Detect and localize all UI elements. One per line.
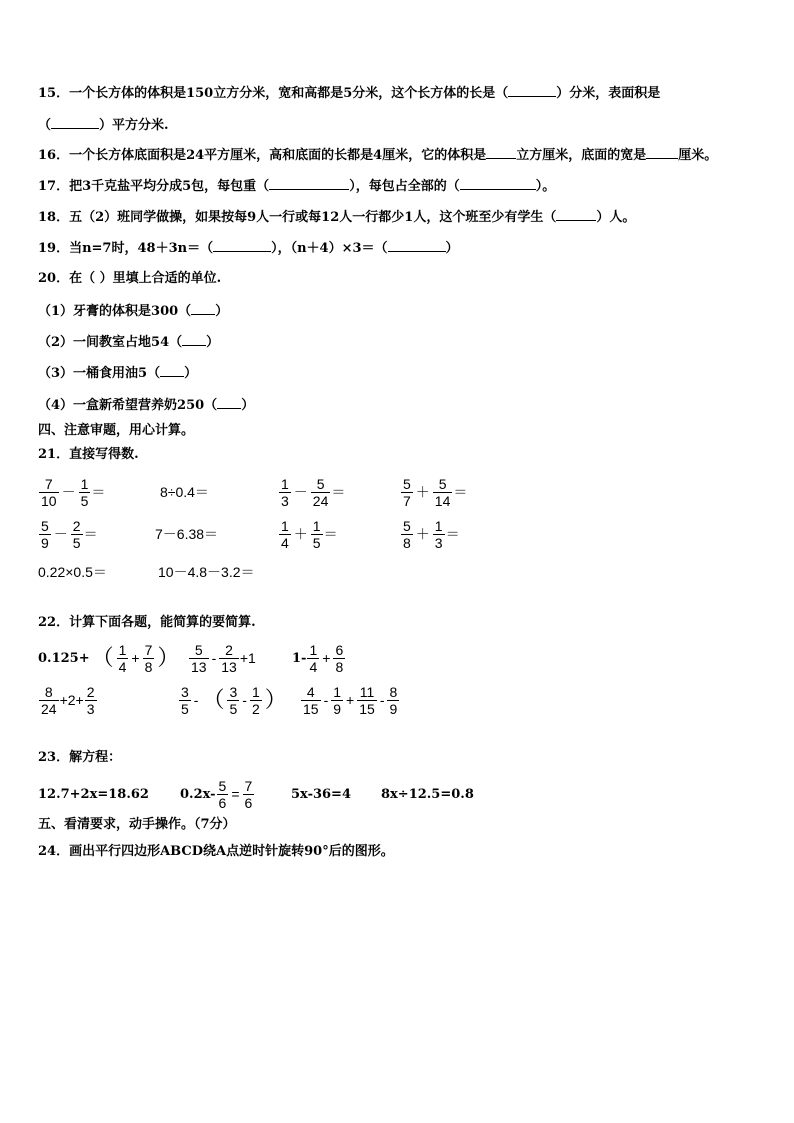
- denominator: 9: [389, 700, 398, 717]
- fraction: [39, 476, 59, 509]
- numerator: 11: [359, 683, 375, 700]
- question-16: 16．一个长方体底面积是24平方厘米，高和底面的长都是4厘米，它的体积是 立方厘米，底面的宽是 厘米。: [38, 148, 718, 163]
- expr-21-2: 8÷0.4＝: [160, 484, 209, 500]
- fraction: [433, 518, 445, 551]
- equation-4: 8x÷12.5=0.8: [381, 786, 474, 802]
- numerator: 5: [41, 517, 49, 534]
- denominator: 8: [335, 658, 344, 675]
- numerator: 5: [403, 517, 411, 534]
- denominator: 2: [251, 700, 260, 717]
- question-20-item-4: （4）一盒新希望营养奶250（ ）: [38, 398, 255, 413]
- answer-blank[interactable]: [191, 302, 215, 315]
- numerator: 4: [306, 683, 315, 700]
- numerator: 7: [44, 475, 53, 492]
- expr-21-4: $\frac{5}{7}$ ＋ $\frac{5}{14}$ ＝: [403, 475, 468, 509]
- calc-row-1: [38, 472, 758, 512]
- fraction: [333, 642, 345, 675]
- answer-blank[interactable]: [213, 239, 271, 252]
- question-17: 17．把3千克盐平均分成5包，每包重（ ），每包占全部的（ ）。: [38, 179, 556, 194]
- fraction: [39, 684, 59, 717]
- numerator: 1: [281, 517, 289, 534]
- numerator: 5: [438, 475, 447, 492]
- fraction: [39, 518, 51, 551]
- numerator: 7: [244, 777, 253, 794]
- numerator: 3: [181, 683, 189, 700]
- question-24: 24．画出平行四边形ABCD绕A点逆时针旋转90°后的图形。: [38, 844, 394, 859]
- expr-21-10: 10－4.8－3.2＝: [158, 564, 255, 580]
- denominator: 5: [80, 492, 89, 509]
- numerator: 8: [389, 683, 398, 700]
- numerator: 5: [194, 641, 203, 658]
- question-20-title: 20．在（ ）里填上合适的单位.: [38, 271, 222, 286]
- denominator: 8: [144, 658, 153, 675]
- denominator: 6: [244, 794, 253, 811]
- denominator: 3: [86, 700, 95, 717]
- fraction: [143, 642, 155, 675]
- fraction: [433, 476, 453, 509]
- calc-row-3: [38, 552, 758, 592]
- expr-21-3: $\frac{1}{3}$ － $\frac{5}{24}$ ＝: [281, 475, 346, 509]
- fraction: [71, 518, 83, 551]
- fraction: [279, 476, 291, 509]
- denominator: 4: [118, 658, 127, 675]
- question-20-item-2: （2）一间教室占地54（ ）: [38, 335, 220, 350]
- answer-blank[interactable]: [269, 177, 349, 190]
- fraction: [117, 642, 129, 675]
- fraction: [311, 518, 323, 551]
- expr-22-3: 1- $\frac{1}{4}$ + $\frac{6}{8}$: [292, 641, 344, 675]
- expr-22-2: $\frac{5}{13}$ - $\frac{2}{13}$ +1: [191, 641, 256, 675]
- denominator: 6: [218, 794, 227, 811]
- expr-21-8: $\frac{5}{8}$ ＋ $\frac{1}{3}$ ＝: [403, 517, 460, 551]
- denominator: 5: [312, 534, 321, 551]
- expr-21-9: 0.22×0.5＝: [38, 564, 107, 580]
- fraction: [227, 684, 239, 717]
- numerator: 1: [281, 475, 289, 492]
- denominator: 10: [41, 492, 57, 509]
- answer-blank[interactable]: [508, 84, 556, 97]
- numerator: 1: [333, 683, 342, 700]
- question-15-cont: （ ）平方分米.: [38, 118, 169, 133]
- numerator: 7: [144, 641, 153, 658]
- answer-blank[interactable]: [51, 116, 99, 129]
- question-19: 19．当n=7时，48＋3n＝（ ），（n＋4）×3＝（ ）: [38, 241, 459, 256]
- numerator: 2: [225, 641, 233, 658]
- fraction: [217, 778, 229, 811]
- denominator: 15: [303, 700, 319, 717]
- denominator: 5: [229, 700, 238, 717]
- numerator: 5: [316, 475, 325, 492]
- equation-3: 5x-36=4: [291, 786, 351, 802]
- numerator: 2: [72, 517, 81, 534]
- fraction: [279, 518, 291, 551]
- numerator: 1: [80, 475, 89, 492]
- numerator: 8: [44, 683, 53, 700]
- numerator: 1: [118, 641, 127, 658]
- fraction: [219, 642, 239, 675]
- denominator: 5: [72, 534, 81, 551]
- denominator: 24: [312, 492, 329, 509]
- denominator: 8: [403, 534, 411, 551]
- answer-blank[interactable]: [460, 177, 536, 190]
- question-20-item-1: （1）牙膏的体积是300（ ）: [38, 304, 229, 319]
- expr-21-1: $\frac{7}{10}$ － $\frac{1}{5}$ ＝: [41, 475, 106, 509]
- answer-blank[interactable]: [160, 364, 184, 377]
- expr-22-6: $\frac{4}{15}$ - $\frac{1}{9}$ + $\frac{11}{15}$ - $\frac{8}{9}$: [303, 683, 398, 717]
- question-21-title: 21．直接写得数.: [38, 447, 139, 462]
- fraction: [387, 684, 399, 717]
- denominator: 9: [333, 700, 342, 717]
- expr-21-7: $\frac{1}{4}$ ＋ $\frac{1}{5}$ ＝: [281, 517, 338, 551]
- question-15: 15．一个长方体的体积是150立方分米，宽和高都是5分米，这个长方体的长是（ ）分米，表面积是: [38, 86, 661, 101]
- answer-blank[interactable]: [646, 146, 678, 159]
- answer-blank[interactable]: [556, 208, 596, 221]
- answer-blank[interactable]: [388, 239, 446, 252]
- simplify-row-2: [38, 680, 758, 720]
- numerator: 5: [403, 475, 411, 492]
- fraction: [331, 684, 343, 717]
- answer-blank[interactable]: [217, 396, 241, 409]
- denominator: 14: [434, 492, 451, 509]
- fraction: [307, 642, 319, 675]
- numerator: 5: [218, 777, 227, 794]
- fraction: [401, 518, 413, 551]
- expr-22-5: $\frac{3}{5}$ - （ $\frac{3}{5}$ - $\frac{1}{2}$ ）: [181, 683, 287, 717]
- numerator: 3: [229, 683, 238, 700]
- denominator: 4: [281, 534, 289, 551]
- denominator: 15: [359, 700, 375, 717]
- expr-21-6: 7－6.38＝: [155, 526, 219, 542]
- expr-21-5: $\frac{5}{9}$ － $\frac{2}{5}$ ＝: [41, 517, 98, 551]
- section-4-heading: 四、注意审题，用心计算。: [38, 423, 195, 438]
- fraction: [250, 684, 262, 717]
- expr-22-1: 0.125+ （ $\frac{1}{4}$ + $\frac{7}{8}$ ）: [38, 641, 180, 675]
- equation-1: 12.7+2x=18.62: [38, 786, 149, 802]
- denominator: 4: [309, 658, 318, 675]
- question-23-title: 23．解方程：: [38, 750, 122, 765]
- fraction: [189, 642, 209, 675]
- numerator: 1: [312, 517, 321, 534]
- fraction: [301, 684, 321, 717]
- section-5-heading: 五、看清要求，动手操作。（7分）: [38, 817, 236, 832]
- denominator: 3: [281, 492, 289, 509]
- fraction: [85, 684, 97, 717]
- question-20-item-3: （3）一桶食用油5（ ）: [38, 366, 198, 381]
- equation-2: 0.2x- $\frac{5}{6}$ = $\frac{7}{6}$: [180, 777, 253, 811]
- fraction: [79, 476, 91, 509]
- expr-22-4: $\frac{8}{24}$ +2+ $\frac{2}{3}$: [41, 683, 95, 717]
- equation-row: [38, 774, 758, 814]
- denominator: 5: [181, 700, 189, 717]
- fraction: [357, 684, 377, 717]
- fraction: [311, 476, 331, 509]
- denominator: 13: [221, 658, 237, 675]
- question-22-title: 22．计算下面各题，能简算的要简算.: [38, 615, 256, 630]
- denominator: 24: [41, 700, 57, 717]
- numerator: 1: [309, 641, 318, 658]
- fraction: [179, 684, 191, 717]
- fraction: [401, 476, 413, 509]
- denominator: 7: [403, 492, 411, 509]
- numerator: 2: [86, 683, 95, 700]
- denominator: 13: [191, 658, 207, 675]
- fraction: [243, 778, 255, 811]
- numerator: 1: [251, 683, 260, 700]
- answer-blank[interactable]: [486, 146, 516, 159]
- question-18: 18．五（2）班同学做操，如果按每9人一行或每12人一行都少1人，这个班至少有学生（ ）人。: [38, 210, 636, 225]
- numerator: 6: [335, 641, 344, 658]
- denominator: 9: [41, 534, 49, 551]
- simplify-row-1: [38, 638, 758, 678]
- denominator: 3: [434, 534, 443, 551]
- numerator: 1: [434, 517, 443, 534]
- calc-row-2: [38, 514, 758, 554]
- answer-blank[interactable]: [182, 333, 206, 346]
